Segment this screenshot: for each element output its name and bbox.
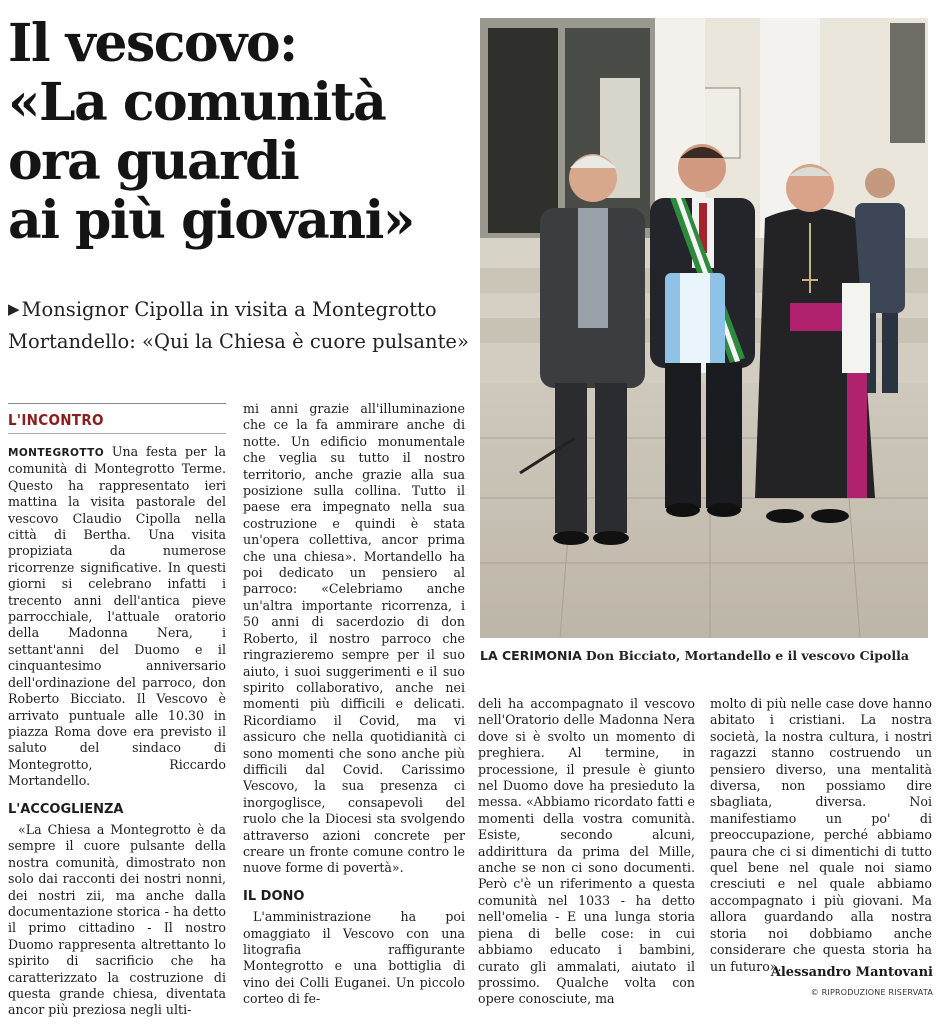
subhead-accoglienza: L'ACCOGLIENZA (8, 801, 124, 817)
photo-caption (480, 648, 940, 663)
subheadline (8, 293, 478, 358)
subhead-dono: IL DONO (243, 888, 305, 904)
paragraph: deli ha accompagnato il vescovo nell'Oratorio delle Madonna Nera dove si è svolto un momento di preghiera. Al termine, in processione, il presule è giunto nel Duomo dove ha presieduto la messa. «Abbiamo ricordato fatti e momenti della vostra comunità. Esiste, secondo alcuni, addirittura da prima del Mille, anche se non ci sono documenti. Però c'è un riferimento a questa comunità nel 1033 - ha detto nell'omelia - E una lunga storia piena di belle cose: in cui abbiamo educato i bambini, curato gli ammalati, aiutato il prossimo. Qualche volta con opere conosciute, ma (478, 696, 695, 1007)
article-column-2 (243, 401, 465, 1008)
caption-label: LA CERIMONIA (480, 648, 582, 663)
headline-line-3: ora guardi (8, 131, 299, 192)
dateline: MONTEGROTTO (8, 447, 105, 459)
author-byline: Alessandro Mantovani (770, 965, 933, 980)
section-label: L'INCONTRO (8, 411, 104, 429)
headline-line-4: ai più giovani» (8, 190, 414, 251)
paragraph: molto di più nelle case dove hanno abitato i cristiani. La nostra società, la nostra cultura, i nostri ragazzi stanno costruendo un pensiero diverso, una mentalità diversa, non possiamo dire sbagliata, diversa. Noi manifestiamo un po' di preoccupazione, perché abbiamo paura che ci si dimentichi di tutto quel bene nel quale noi siamo cresciuti e nel quale abbiamo accompagnato i più giovani. Ma allora guardando alla nostra storia noi dobbiamo anche considerare che questa storia ha un futuro». (710, 696, 932, 974)
paragraph: mi anni grazie all'illuminazione che ce la fa ammirare anche di notte. Un edificio monumentale che veglia su tutto il nostro territorio, anche grazie alla sua posizione sulla collina. Tutto il paese era impegnato nella sua costruzione e quindi è stata un'opera collettiva, ancor prima che una chiesa». Mortandello ha poi dedicato un pensiero al parroco: «Celebriamo anche un'altra importante ricorrenza, i 50 anni di sacerdozio di don Roberto, il nostro parroco che ringrazieremo sempre per il suo aiuto, i suoi suggerimenti e il suo spirito collaborativo, anche nei momenti più difficili e delicati. Ricordiamo il Covid, ma vi assicuro che nella quotidianità ci sono momenti che sono anche più difficili dal Covid. Carissimo Vescovo, la sua presenza ci inorgoglisce, consapevoli del ruolo che la Diocesi sta svolgendo attraverso azioni concrete per creare un fronte comune contro le nuove forme di povertà». (243, 401, 465, 876)
subhead-line-1 (8, 293, 478, 326)
headline-line-1: Il vescovo: (8, 13, 297, 74)
paragraph: «La Chiesa a Montegrotto è da sempre il cuore pulsante della nostra comunità, dimostrato non solo dai racconti dei nostri nonni, dei nostri zii, ma anche dalla documentazione storica - ha detto il primo cittadino - Il nostro Duomo rappresenta altrettanto lo spirito di sacrificio che ha caratterizzato la costruzione di questa grande chiesa, diventata ancor più preziosa negli ulti- (8, 821, 226, 1018)
ceremony-photo (480, 18, 928, 638)
section-rule-top (8, 403, 226, 404)
copyright-notice: © RIPRODUZIONE RISERVATA (810, 988, 933, 997)
subhead-line-2: Mortandello: «Qui la Chiesa è cuore pulsante» (8, 330, 469, 353)
caption-text: Don Bicciato, Mortandello e il vescovo Cipolla (585, 648, 909, 663)
subhead-text-1: Monsignor Cipolla in visita a Montegrotto (21, 298, 437, 321)
headline (8, 14, 473, 250)
article-column-3 (478, 696, 695, 1008)
article-column-1 (8, 444, 226, 1019)
triangle-bullet-icon: ▶ (8, 300, 20, 318)
section-rule-bottom (8, 433, 226, 434)
headline-line-2: «La comunità (8, 72, 386, 133)
paragraph (8, 444, 226, 790)
article-column-4 (710, 696, 932, 975)
paragraph: L'amministrazione ha poi omaggiato il Vescovo con una litografia raffigurante Montegrotto e una bottiglia di vino dei Colli Euganei. Un piccolo corteo di fe- (243, 909, 465, 1007)
paragraph-text: Una festa per la comunità di Montegrotto Terme. Questo ha rappresentato ieri mattina la visita pastorale del vescovo Claudio Cipolla nella città di Bertha. Una visita propiziata da numerose ricorrenze significative. In questi giorni si celebrano infatti i trecento anni dell'antica pieve parrocchiale, l'attuale oratorio della Madonna Nera, i settant'anni del Duomo e il cinquantesimo anniversario dell'ordinazione del parroco, don Roberto Bicciato. Il Vescovo è arrivato puntuale alle 10.30 in piazza Roma dove era previsto il saluto del sindaco di Montegrotto, Riccardo Mortandello. (8, 444, 226, 789)
